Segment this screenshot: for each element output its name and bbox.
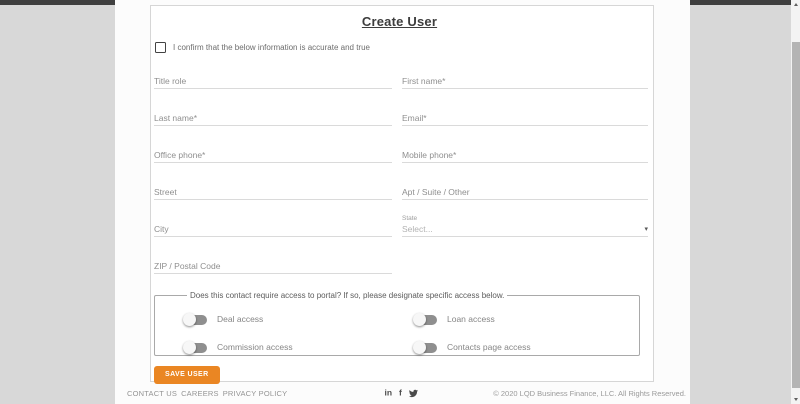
field-title-role[interactable]	[154, 55, 392, 89]
form-fields-grid	[154, 55, 648, 274]
toggle-contacts-page-access[interactable]	[413, 338, 639, 356]
switch-commission-access[interactable]	[183, 341, 209, 354]
switch-knob	[183, 313, 196, 326]
page-footer	[115, 385, 690, 401]
copyright-text: © 2020 LQD Business Finance, LLC. All Rights Reserved.	[493, 388, 686, 398]
field-placeholder: First name*	[402, 76, 446, 86]
facebook-icon[interactable]: f	[399, 387, 402, 398]
portal-access-fieldset	[154, 291, 640, 356]
switch-deal-access[interactable]	[183, 313, 209, 326]
field-city[interactable]	[154, 200, 392, 237]
switch-loan-access[interactable]	[413, 313, 439, 326]
field-placeholder: Office phone*	[154, 150, 206, 160]
footer-link-privacy-policy[interactable]: PRIVACY POLICY	[222, 388, 288, 398]
field-mobile-phone[interactable]	[402, 126, 648, 163]
toggle-commission-access[interactable]	[183, 338, 413, 356]
footer-links	[127, 389, 287, 398]
linkedin-icon[interactable]: in	[384, 387, 393, 398]
portal-access-legend: Does this contact require access to portal? If so, please designate specific access below.	[190, 291, 505, 300]
footer-link-careers[interactable]: CAREERS	[181, 388, 219, 398]
save-user-button[interactable]: SAVE USER	[154, 366, 220, 384]
field-last-name[interactable]	[154, 89, 392, 126]
confirm-checkbox[interactable]	[155, 42, 166, 53]
field-zip-postal-code[interactable]	[154, 237, 392, 274]
scrollbar-thumb[interactable]	[792, 42, 800, 388]
social-icons	[384, 389, 417, 398]
switch-knob	[413, 341, 426, 354]
field-email[interactable]	[402, 89, 648, 126]
field-placeholder: Mobile phone*	[402, 150, 457, 160]
field-first-name[interactable]	[402, 55, 648, 89]
field-office-phone[interactable]	[154, 126, 392, 163]
page-content	[115, 0, 690, 404]
toggle-label: Loan access	[447, 314, 495, 324]
toggle-label: Contacts page access	[447, 342, 531, 352]
switch-knob	[413, 313, 426, 326]
toggle-deal-access[interactable]	[183, 310, 413, 328]
page-title: Create User	[361, 14, 438, 29]
footer-link-contact-us[interactable]: CONTACT US	[127, 388, 178, 398]
field-placeholder: Apt / Suite / Other	[402, 187, 470, 197]
field-placeholder: Street	[154, 187, 177, 197]
access-toggles-grid	[183, 310, 639, 356]
field-placeholder: Last name*	[154, 113, 197, 123]
confirm-checkbox-row[interactable]	[155, 42, 645, 53]
vertical-scrollbar[interactable]	[791, 0, 800, 404]
switch-knob	[183, 341, 196, 354]
scroll-up-button[interactable]	[791, 0, 800, 9]
toggle-label: Commission access	[217, 342, 293, 352]
create-user-form-card	[150, 5, 654, 382]
scroll-down-button[interactable]	[791, 395, 800, 404]
field-placeholder: ZIP / Postal Code	[154, 261, 221, 271]
state-field-label: State	[402, 215, 418, 222]
state-select-value[interactable]: Select...	[402, 224, 433, 234]
field-placeholder: City	[154, 224, 169, 234]
field-apt-suite-other[interactable]	[402, 163, 648, 200]
arrow-down-icon	[794, 398, 798, 401]
field-street[interactable]	[154, 163, 392, 200]
toggle-label: Deal access	[217, 314, 264, 324]
field-placeholder: Email*	[402, 113, 427, 123]
arrow-up-icon	[794, 3, 798, 6]
switch-contacts-page-access[interactable]	[413, 341, 439, 354]
toggle-loan-access[interactable]	[413, 310, 639, 328]
twitter-icon[interactable]	[409, 389, 418, 397]
field-placeholder: Title role	[154, 76, 187, 86]
chevron-down-icon[interactable]: ▾	[644, 226, 648, 233]
confirm-checkbox-label: I confirm that the below information is accurate and true	[173, 43, 370, 52]
field-state[interactable]	[402, 200, 648, 237]
